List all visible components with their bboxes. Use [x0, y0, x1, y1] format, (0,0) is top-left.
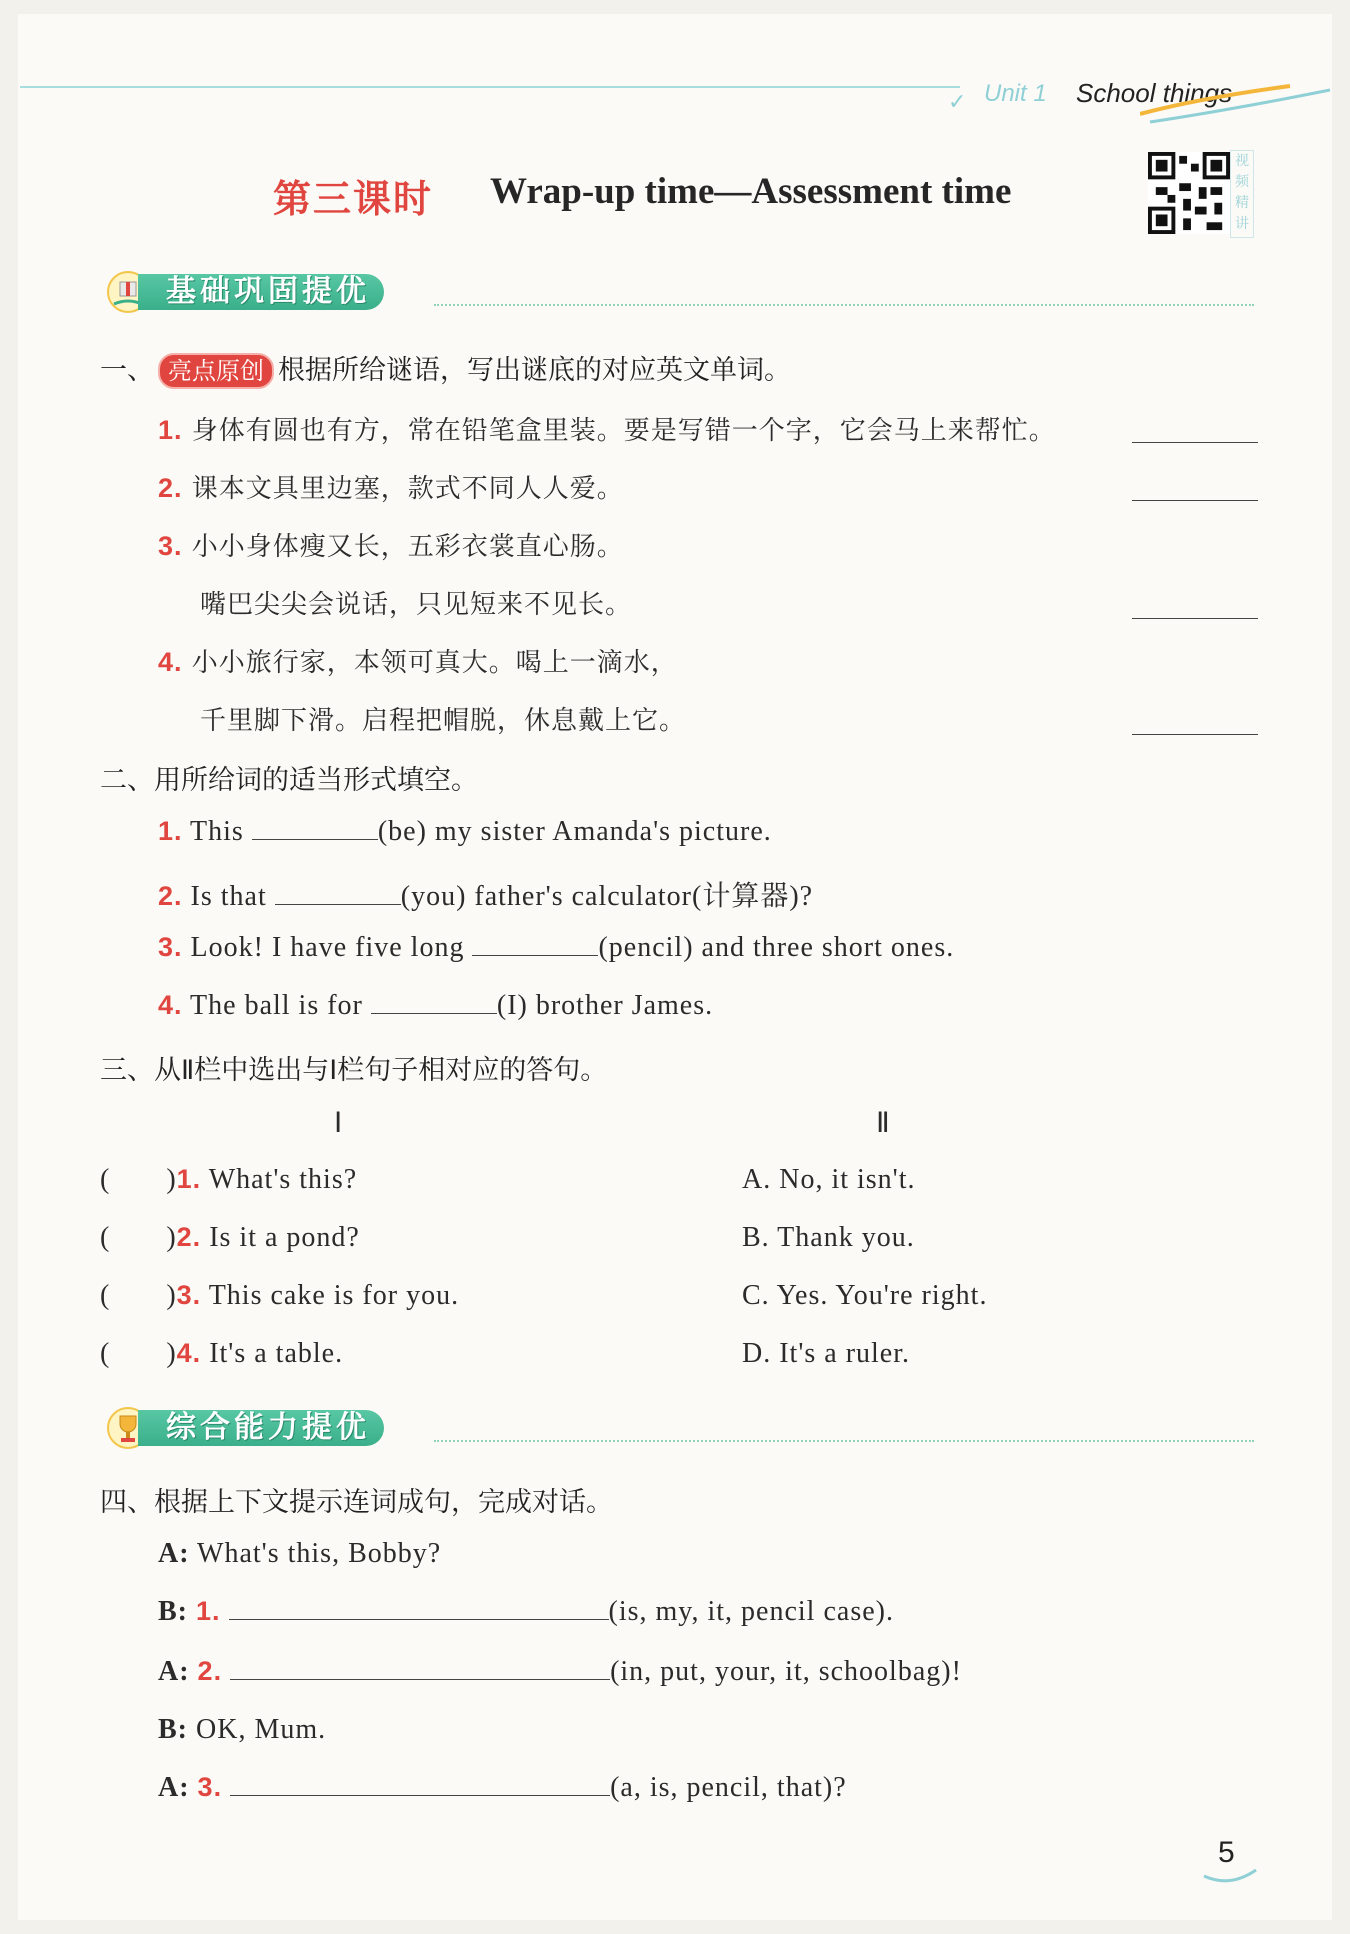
riddle-2: 2. 课本文具里边塞，款式不同人人爱。 — [158, 473, 624, 504]
match-left-2: ( )2. Is it a pond? — [100, 1222, 360, 1253]
section-banner-basic — [104, 270, 1254, 314]
section-banner-advanced — [104, 1406, 1254, 1450]
match-right-c: C. Yes. You're right. — [742, 1280, 988, 1311]
page-number-swoosh-icon — [1200, 1866, 1260, 1886]
fill-item-1: 1. This (be) my sister Amanda's picture. — [158, 816, 772, 847]
part3-heading: 三、从Ⅱ栏中选出与Ⅰ栏句子相对应的答句。 — [100, 1055, 608, 1086]
riddle-1: 1. 身体有圆也有方，常在铅笔盒里装。要是写错一个字，它会马上来帮忙。 — [158, 415, 1056, 446]
answer-blank-4[interactable] — [1132, 734, 1258, 735]
riddle-3: 3. 小小身体瘦又长，五彩衣裳直心肠。 — [158, 531, 624, 562]
answer-blank-1[interactable] — [1132, 442, 1258, 443]
match-bracket-1[interactable]: ( ) — [100, 1164, 177, 1195]
original-tag: 亮点原创 — [158, 353, 274, 389]
match-right-d: D. It's a ruler. — [742, 1338, 911, 1369]
sentence-blank-2[interactable] — [230, 1678, 610, 1680]
header-chevron-icon: ✓ — [948, 90, 967, 115]
section-title-advanced: 综合能力提优 — [138, 1410, 384, 1446]
fill-blank-2[interactable] — [275, 903, 401, 905]
riddle-4-line-2: 千里脚下滑。启程把帽脱，休息戴上它。 — [200, 706, 687, 736]
dialogue-line-1: A: What's this, Bobby? — [158, 1538, 442, 1569]
header-swoosh-icon — [1140, 78, 1340, 128]
qr-side-label: 视频精讲 — [1230, 150, 1254, 238]
riddle-3-line-2: 嘴巴尖尖会说话，只见短来不见长。 — [200, 590, 633, 620]
answer-blank-3[interactable] — [1132, 618, 1258, 619]
sentence-blank-1[interactable] — [229, 1618, 609, 1620]
sentence-blank-3[interactable] — [230, 1794, 610, 1796]
match-bracket-3[interactable]: ( ) — [100, 1280, 177, 1311]
dialogue-line-5: A: 3. (a, is, pencil, that)? — [158, 1772, 847, 1803]
section-divider — [434, 1440, 1254, 1442]
dialogue-line-4: B: OK, Mum. — [158, 1714, 327, 1745]
header-unit: Unit 1 — [984, 80, 1047, 107]
part4-heading: 四、根据上下文提示连词成句，完成对话。 — [100, 1487, 613, 1518]
match-bracket-2[interactable]: ( ) — [100, 1222, 177, 1253]
column-2-header: Ⅱ — [876, 1108, 891, 1139]
part1-instruction: 根据所给谜语，写出谜底的对应英文单词。 — [278, 355, 791, 386]
match-left-1: ( )1. What's this? — [100, 1164, 358, 1195]
riddle-4: 4. 小小旅行家，本领可真大。喝上一滴水， — [158, 647, 678, 678]
fill-item-2: 2. Is that (you) father's calculator(计算器)? — [158, 881, 814, 912]
qr-code-icon[interactable] — [1148, 152, 1230, 234]
column-1-header: Ⅰ — [334, 1108, 344, 1139]
part1-heading — [100, 348, 791, 389]
dialogue-line-2: B: 1. (is, my, it, pencil case). — [158, 1596, 894, 1627]
match-right-b: B. Thank you. — [742, 1222, 915, 1253]
answer-blank-2[interactable] — [1132, 500, 1258, 501]
match-left-3: ( )3. This cake is for you. — [100, 1280, 460, 1311]
section-title-basic: 基础巩固提优 — [138, 274, 384, 310]
match-right-a: A. No, it isn't. — [742, 1164, 916, 1195]
part1-marker: 一、 — [100, 355, 154, 386]
lesson-title-cn: 第三课时 — [273, 176, 434, 221]
fill-blank-4[interactable] — [371, 1012, 497, 1014]
dialogue-line-3: A: 2. (in, put, your, it, schoolbag)! — [158, 1656, 962, 1687]
fill-item-4: 4. The ball is for (I) brother James. — [158, 990, 714, 1021]
page-number: 5 — [1218, 1836, 1235, 1869]
match-left-4: ( )4. It's a table. — [100, 1338, 344, 1369]
lesson-title-en: Wrap-up time—Assessment time — [490, 171, 1012, 212]
header-title: School things — [1076, 78, 1233, 108]
fill-blank-3[interactable] — [472, 954, 598, 956]
fill-item-3: 3. Look! I have five long (pencil) and three short ones. — [158, 932, 955, 963]
part2-heading: 二、用所给词的适当形式填空。 — [100, 765, 478, 796]
section-divider — [434, 304, 1254, 306]
fill-blank-1[interactable] — [252, 838, 378, 840]
header-rule — [20, 86, 960, 88]
match-bracket-4[interactable]: ( ) — [100, 1338, 177, 1369]
